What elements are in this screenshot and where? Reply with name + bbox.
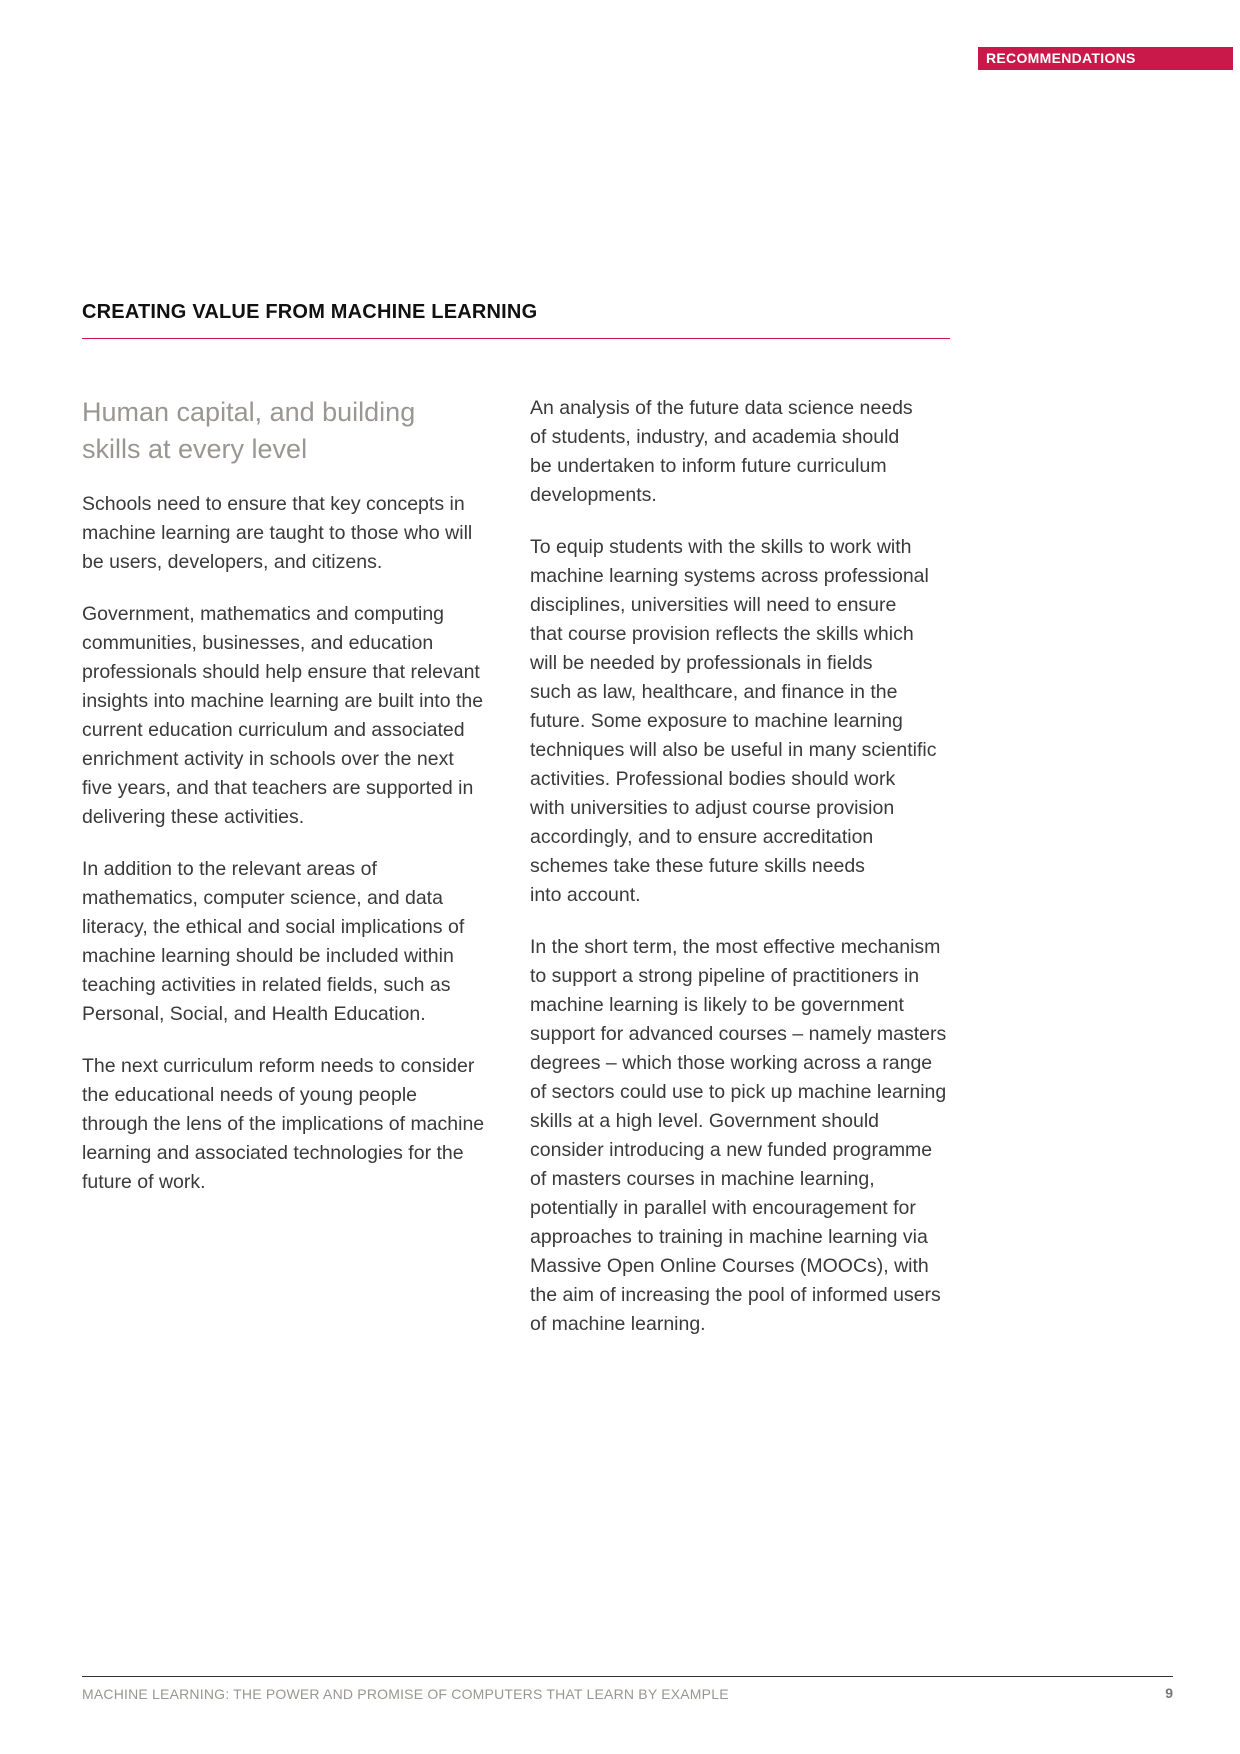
left-column <box>82 394 502 1220</box>
section-tab-label: RECOMMENDATIONS <box>978 47 1233 70</box>
section-title: CREATING VALUE FROM MACHINE LEARNING <box>82 301 538 323</box>
right-column <box>530 394 950 1362</box>
paragraph: An analysis of the future data science needs of students, industry, and academia should be undertaken to inform future curriculum developments. <box>530 397 913 506</box>
paragraph: To equip students with the skills to work with machine learning systems across professional disciplines, universities will need to ensure that course provision reflects the skills which will be needed by professionals in fields such as law, healthcare, and finance in the future. Some exposure to machine learning techniques will also be useful in many scientific activities. Professional bodies should work with universities to adjust course provision accordingly, and to ensure accreditation schemes take these future skills needs into account. <box>530 536 937 906</box>
footer-divider <box>82 1676 1173 1677</box>
paragraph: Schools need to ensure that key concepts in machine learning are taught to those who will be users, developers, and citizens. <box>82 493 473 573</box>
paragraph: In addition to the relevant areas of mathematics, computer science, and data literacy, the ethical and social implications of machine learning should be included within teaching activities in related fields, such as Personal, Social, and Health Education. <box>82 858 465 1025</box>
footer-title: MACHINE LEARNING: THE POWER AND PROMISE OF COMPUTERS THAT LEARN BY EXAMPLE <box>82 1686 729 1702</box>
paragraph: In the short term, the most effective mechanism to support a strong pipeline of practitioners in machine learning is likely to be government support for advanced courses – namely masters degrees – which those working across a range of sectors could use to pick up machine learning skills at a high level. Government should consider introducing a new funded programme of masters courses in machine learning, potentially in parallel with encouragement for approaches to training in machine learning via Massive Open Online Courses (MOOCs), with the aim of increasing the pool of informed users of machine learning. <box>530 936 947 1335</box>
paragraph: Government, mathematics and computing communities, businesses, and education professionals should help ensure that relevant insights into machine learning are built into the current education curriculum and associated enrichment activity in schools over the next five years, and that teachers are supported in delivering these activities. <box>82 603 484 828</box>
section-divider <box>82 338 950 339</box>
page-number: 9 <box>1165 1685 1173 1701</box>
paragraph: The next curriculum reform needs to consider the educational needs of young people through the lens of the implications of machine learning and associated technologies for the future of work. <box>82 1055 485 1193</box>
subheading: Human capital, and building skills at every level <box>82 397 416 464</box>
